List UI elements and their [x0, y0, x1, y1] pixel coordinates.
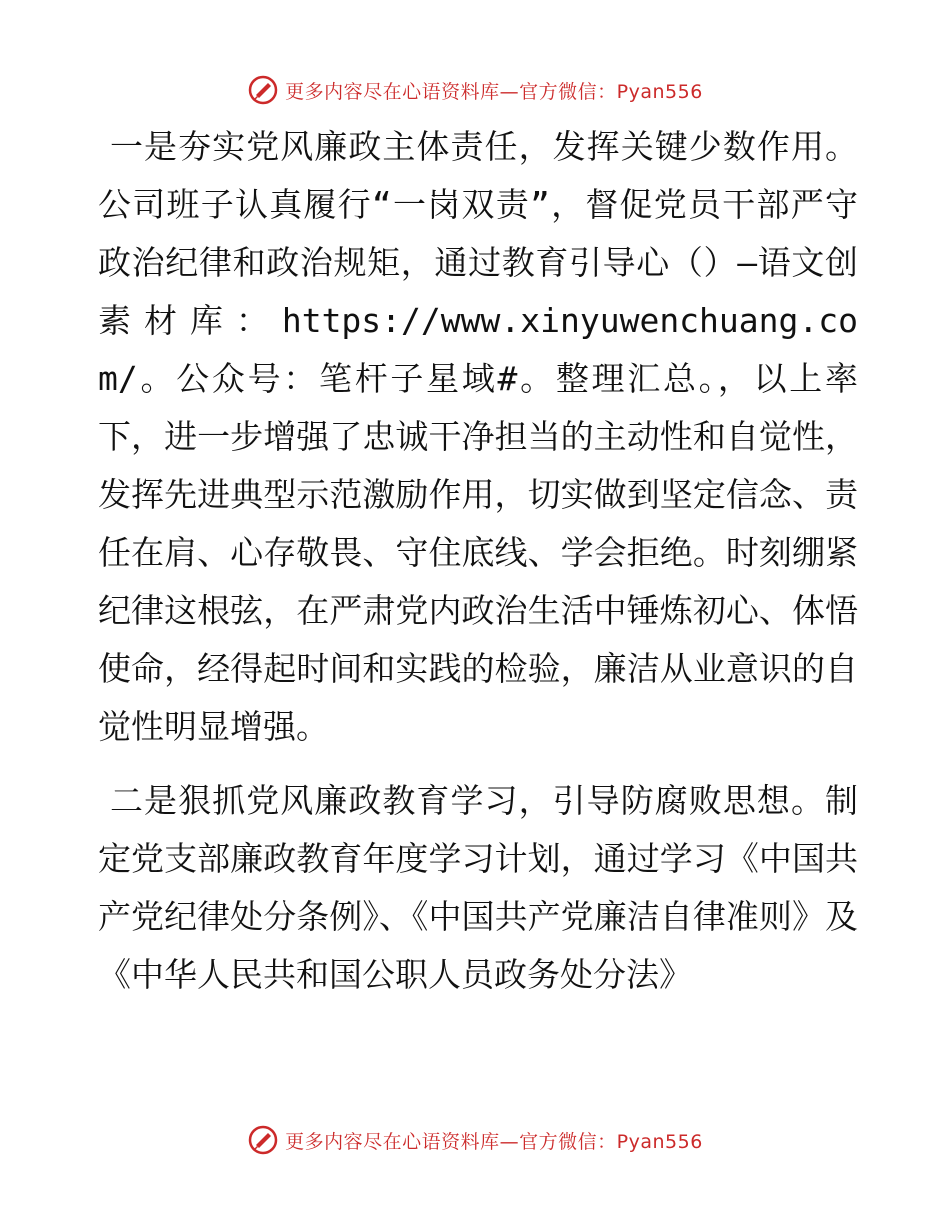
- document-body: [98, 118, 858, 1004]
- header-watermark: [0, 74, 950, 106]
- header-watermark-text: 更多内容尽在心语资料库—官方微信：Pyan556: [285, 80, 703, 103]
- footer-watermark-text: 更多内容尽在心语资料库—官方微信：Pyan556: [285, 1130, 703, 1153]
- paragraph-2: 二是狠抓党风廉政教育学习，引导防腐败思想。制定党支部廉政教育年度学习计划，通过学习《中国共产党纪律处分条例》、《中国共产党廉洁自律准则》及《中华人民共和国公职人员政务处分法》: [98, 781, 858, 994]
- brush-logo-icon: [247, 1124, 279, 1156]
- brush-logo-icon: [247, 74, 279, 106]
- footer-watermark: [0, 1124, 950, 1156]
- paragraph-1: 一是夯实党风廉政主体责任，发挥关键少数作用。公司班子认真履行“一岗双责”，督促党员干部严守政治纪律和政治规矩，通过教育引导心（）—语文创素材库：https://www.xinyuwenchuang.com/。公众号：笔杆子星域#。整理汇总。，以上率下，进一步增强了忠诚干净担当的主动性和自觉性，发挥先进典型示范激励作用，切实做到坚定信念、责任在肩、心存敬畏、守住底线、学会拒绝。时刻绷紧纪律这根弦，在严肃党内政治生活中锤炼初心、体悟使命，经得起时间和实践的检验，廉洁从业意识的自觉性明显增强。: [98, 127, 858, 746]
